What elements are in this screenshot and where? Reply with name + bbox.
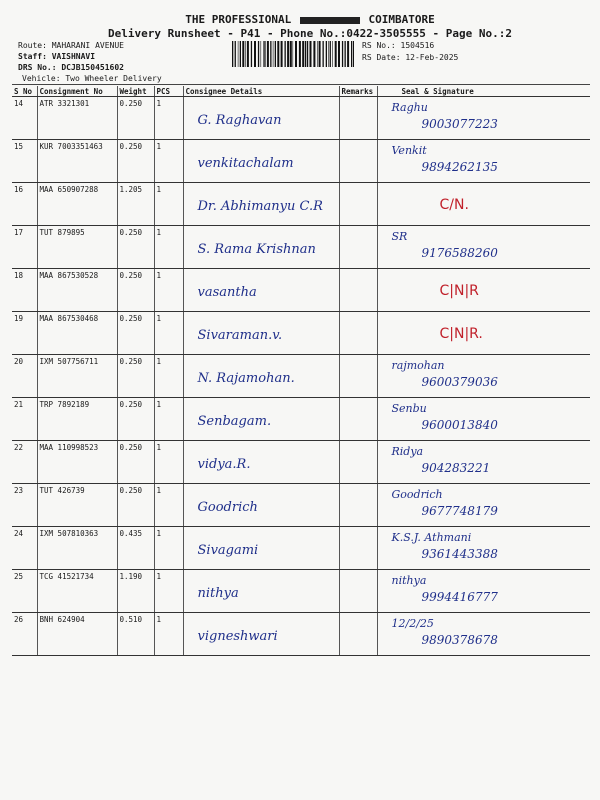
row-consignment: IXM 507756711 — [37, 355, 117, 398]
row-pcs: 1 — [154, 613, 183, 656]
row-signature — [377, 613, 590, 656]
signature-phone: 9600013840 — [421, 418, 498, 432]
route: Route: MAHARANI AVENUE — [18, 41, 124, 50]
row-sno: 24 — [12, 527, 37, 570]
consignee-name: Sivaraman.v. — [197, 328, 283, 343]
col-consignment: Consignment No — [37, 86, 117, 97]
table-row — [12, 140, 590, 183]
col-consignee: Consignee Details — [183, 86, 339, 97]
table-row — [12, 398, 590, 441]
rs-date: RS Date: 12-Feb-2025 — [362, 53, 459, 62]
row-pcs: 1 — [154, 97, 183, 140]
remark-cnr: C|N|R. — [439, 326, 483, 342]
table-row — [12, 312, 590, 355]
row-consignment: KUR 7003351463 — [37, 140, 117, 183]
row-remarks — [339, 613, 377, 656]
barcode — [232, 41, 354, 67]
row-weight: 0.250 — [117, 140, 154, 183]
consignee-name: Sivagami — [197, 543, 259, 558]
row-consignee — [183, 570, 339, 613]
row-signature — [377, 97, 590, 140]
consignee-name: Senbagam. — [197, 414, 272, 429]
row-remarks — [339, 226, 377, 269]
row-consignment: BNH 624904 — [37, 613, 117, 656]
row-signature — [377, 140, 590, 183]
row-consignment: MAA 110998523 — [37, 441, 117, 484]
row-pcs: 1 — [154, 312, 183, 355]
row-remarks — [339, 269, 377, 312]
row-weight: 0.250 — [117, 269, 154, 312]
consignee-name: S. Rama Krishnan — [197, 242, 316, 257]
row-consignment: ATR 3321301 — [37, 97, 117, 140]
row-pcs: 1 — [154, 140, 183, 183]
signature-phone: 9894262135 — [421, 160, 498, 174]
table-header — [12, 86, 590, 97]
row-consignee — [183, 183, 339, 226]
header-separator — [12, 84, 590, 85]
staff: Staff: VAISHNAVI — [18, 52, 96, 61]
table-row — [12, 226, 590, 269]
col-sno: S No — [12, 86, 37, 97]
signature: Raghu — [391, 101, 428, 114]
sheet-subtitle: Delivery Runsheet - P41 - Phone No.:0422-3505555 - Page No.:2 — [108, 27, 512, 40]
row-consignee — [183, 527, 339, 570]
row-signature — [377, 570, 590, 613]
row-weight: 0.250 — [117, 441, 154, 484]
signature: rajmohan — [391, 359, 445, 372]
signature-phone: 9600379036 — [421, 375, 498, 389]
row-sno: 20 — [12, 355, 37, 398]
col-remarks: Remarks — [339, 86, 377, 97]
consignee-name: nithya — [197, 586, 239, 601]
signature-phone: 9677748179 — [421, 504, 498, 518]
row-remarks — [339, 312, 377, 355]
runsheet-table — [12, 86, 590, 656]
signature-phone: 904283221 — [421, 461, 491, 475]
row-weight: 0.250 — [117, 226, 154, 269]
table-row — [12, 613, 590, 656]
row-remarks — [339, 527, 377, 570]
row-weight: 0.250 — [117, 312, 154, 355]
row-remarks — [339, 441, 377, 484]
row-consignee — [183, 226, 339, 269]
row-weight: 1.205 — [117, 183, 154, 226]
row-remarks — [339, 570, 377, 613]
row-signature — [377, 398, 590, 441]
signature-phone: 9890378678 — [421, 633, 498, 647]
row-sno: 19 — [12, 312, 37, 355]
row-consignment: TRP 7892189 — [37, 398, 117, 441]
signature-phone: 9003077223 — [421, 117, 498, 131]
row-signature — [377, 484, 590, 527]
rs-number: RS No.: 1504516 — [362, 41, 435, 50]
table-row — [12, 269, 590, 312]
table-row — [12, 183, 590, 226]
row-consignment: IXM 507810363 — [37, 527, 117, 570]
row-sno: 21 — [12, 398, 37, 441]
row-sno: 25 — [12, 570, 37, 613]
remark-cnr: C|N|R — [439, 283, 479, 299]
row-weight: 0.435 — [117, 527, 154, 570]
row-signature — [377, 527, 590, 570]
row-weight: 0.250 — [117, 97, 154, 140]
signature: SR — [391, 230, 408, 243]
table-row — [12, 570, 590, 613]
row-sno: 15 — [12, 140, 37, 183]
row-pcs: 1 — [154, 183, 183, 226]
consignee-name: vidya.R. — [197, 457, 251, 472]
row-signature — [377, 355, 590, 398]
row-weight: 0.510 — [117, 613, 154, 656]
row-consignment: TUT 879895 — [37, 226, 117, 269]
row-consignee — [183, 269, 339, 312]
signature-phone: 9361443388 — [421, 547, 498, 561]
row-weight: 0.250 — [117, 355, 154, 398]
row-consignee — [183, 441, 339, 484]
row-remarks — [339, 183, 377, 226]
row-consignee — [183, 398, 339, 441]
table-row — [12, 355, 590, 398]
drs-number: DRS No.: DCJB150451602 — [18, 63, 124, 72]
row-pcs: 1 — [154, 484, 183, 527]
row-pcs: 1 — [154, 527, 183, 570]
row-remarks — [339, 97, 377, 140]
consignee-name: Dr. Abhimanyu C.R — [197, 199, 323, 214]
row-pcs: 1 — [154, 441, 183, 484]
row-signature — [377, 269, 590, 312]
row-signature — [377, 441, 590, 484]
consignee-name: N. Rajamohan. — [197, 371, 295, 386]
col-signature: Seal & Signature — [377, 86, 590, 97]
row-consignee — [183, 97, 339, 140]
row-signature — [377, 312, 590, 355]
col-weight: Weight — [117, 86, 154, 97]
row-consignee — [183, 355, 339, 398]
row-consignee — [183, 140, 339, 183]
signature-phone: 9994416777 — [421, 590, 498, 604]
row-weight: 0.250 — [117, 398, 154, 441]
signature: nithya — [391, 574, 427, 587]
sheet-title — [150, 13, 470, 26]
table-row — [12, 484, 590, 527]
row-pcs: 1 — [154, 570, 183, 613]
row-sno: 14 — [12, 97, 37, 140]
row-sno: 17 — [12, 226, 37, 269]
row-weight: 0.250 — [117, 484, 154, 527]
row-remarks — [339, 355, 377, 398]
row-sno: 26 — [12, 613, 37, 656]
row-sno: 18 — [12, 269, 37, 312]
row-pcs: 1 — [154, 355, 183, 398]
row-consignment: TUT 426739 — [37, 484, 117, 527]
consignee-name: vasantha — [197, 285, 257, 300]
vehicle: Vehicle: Two Wheeler Delivery — [22, 74, 162, 83]
consignee-name: venkitachalam — [197, 156, 294, 171]
consignee-name: Goodrich — [197, 500, 258, 515]
col-pcs: PCS — [154, 86, 183, 97]
row-remarks — [339, 398, 377, 441]
row-consignee — [183, 484, 339, 527]
remark-cnr: C/N. — [439, 197, 469, 213]
row-weight: 1.190 — [117, 570, 154, 613]
row-pcs: 1 — [154, 269, 183, 312]
row-consignee — [183, 613, 339, 656]
table-row — [12, 97, 590, 140]
consignee-name: vigneshwari — [197, 629, 278, 644]
consignee-name: G. Raghavan — [197, 113, 282, 128]
signature: Goodrich — [391, 488, 443, 501]
table-row — [12, 527, 590, 570]
signature-phone: 9176588260 — [421, 246, 498, 260]
row-consignment: MAA 650907288 — [37, 183, 117, 226]
row-signature — [377, 183, 590, 226]
row-consignment: TCG 41521734 — [37, 570, 117, 613]
ink-smudge — [300, 17, 360, 24]
signature: 12/2/25 — [391, 617, 434, 630]
signature: Ridya — [391, 445, 424, 458]
row-pcs: 1 — [154, 226, 183, 269]
title-left: THE PROFESSIONAL — [185, 13, 292, 26]
row-consignment: MAA 867530528 — [37, 269, 117, 312]
row-pcs: 1 — [154, 398, 183, 441]
row-remarks — [339, 140, 377, 183]
title-right: COIMBATORE — [368, 13, 435, 26]
signature: Venkit — [391, 144, 427, 157]
row-sno: 23 — [12, 484, 37, 527]
signature: K.S.J. Athmani — [391, 531, 472, 544]
row-signature — [377, 226, 590, 269]
signature: Senbu — [391, 402, 427, 415]
row-sno: 22 — [12, 441, 37, 484]
row-sno: 16 — [12, 183, 37, 226]
table-row — [12, 441, 590, 484]
row-consignment: MAA 867530468 — [37, 312, 117, 355]
row-consignee — [183, 312, 339, 355]
row-remarks — [339, 484, 377, 527]
